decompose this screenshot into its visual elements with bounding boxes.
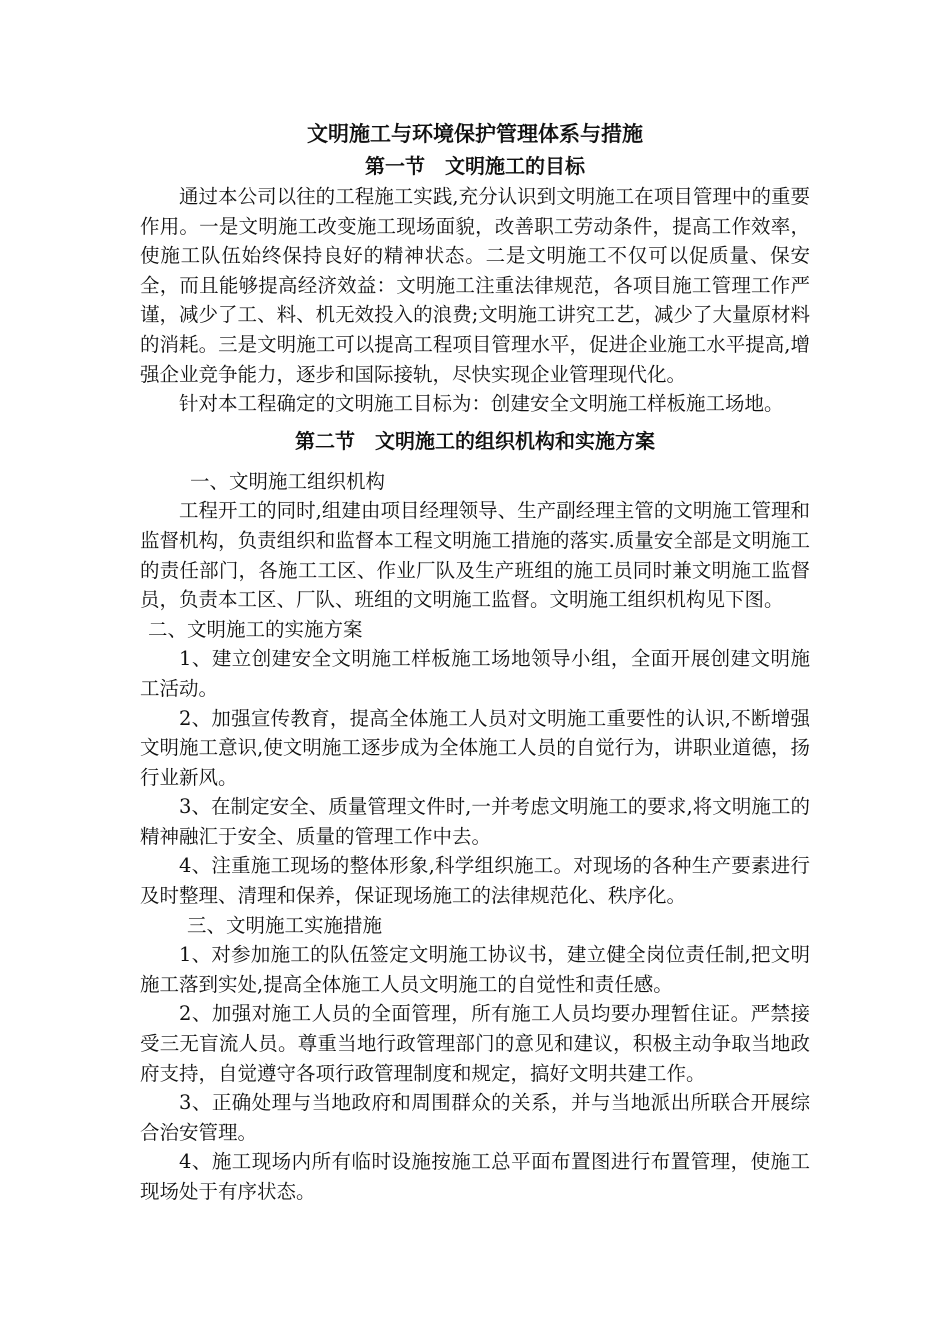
section-1-paragraph-1: 通过本公司以往的工程施工实践,充分认识到文明施工在项目管理中的重要作用。一是文明施工改变施工现场面貌，改善职工劳动条件，提高工作效率，使施工队伍始终保持良好的精神状态。二是文明施工不仅可以促质量、保安全，而且能够提高经济效益：文明施工注重法律规范，各项目施工管理工作严谨，减少了工、料、机无效投入的浪费;文明施工讲究工艺，减少了大量原材料的消耗。三是文明施工可以提高工程项目管理水平，促进企业施工水平提高,增强企业竞争能力，逐步和国际接轨，尽快实现企业管理现代化。	[140, 185, 810, 386]
document-title: 文明施工与环境保护管理体系与措施	[307, 121, 643, 146]
subsection-1-heading: 一、文明施工组织机构	[190, 469, 386, 493]
subsection-3-paragraph-2: 2、加强对施工人员的全面管理，所有施工人员均要办理暂住证。严禁接受三无盲流人员。尊重当地行政管理部门的意见和建议，积极主动争取当地政府支持，自觉遵守各项行政管理制度和规定，搞好文明共建工作。	[140, 1002, 810, 1085]
subsection-2-paragraph-4: 4、注重施工现场的整体形象,科学组织施工。对现场的各种生产要素进行及时整理、清理和保养，保证现场施工的法律规范化、秩序化。	[140, 854, 810, 908]
subsection-1-paragraph-1: 工程开工的同时,组建由项目经理领导、生产副经理主管的文明施工管理和监督机构，负责组织和监督本工程文明施工措施的落实.质量安全部是文明施工的责任部门，各施工工区、作业厂队及生产班组的施工员同时兼文明施工监督员，负责本工区、厂队、班组的文明施工监督。文明施工组织机构见下图。	[140, 499, 810, 612]
subsection-3-paragraph-1: 1、对参加施工的队伍签定文明施工协议书，建立健全岗位责任制,把文明施工落到实处,提高全体施工人员文明施工的自觉性和责任感。	[140, 943, 810, 996]
subsection-2-paragraph-1: 1、建立创建安全文明施工样板施工场地领导小组，全面开展创建文明施工活动。	[140, 647, 810, 700]
document-page	[140, 118, 810, 1207]
subsection-2-paragraph-2: 2、加强宣传教育，提高全体施工人员对文明施工重要性的认识,不断增强文明施工意识,使文明施工逐步成为全体施工人员的自觉行为，讲职业道德，扬行业新风。	[140, 706, 810, 789]
subsection-3-paragraph-4: 4、施工现场内所有临时设施按施工总平面布置图进行布置管理，使施工现场处于有序状态。	[140, 1150, 810, 1203]
subsection-3-heading: 三、文明施工实施措施	[187, 913, 383, 937]
section-1-heading: 第一节 文明施工的目标	[365, 154, 585, 178]
subsection-3-paragraph-3: 3、正确处理与当地政府和周围群众的关系，并与当地派出所联合开展综合治安管理。	[140, 1091, 810, 1144]
section-1-paragraph-2: 针对本工程确定的文明施工目标为：创建安全文明施工样板施工场地。	[179, 392, 784, 416]
subsection-2-heading: 二、文明施工的实施方案	[148, 617, 363, 641]
section-2-heading: 第二节 文明施工的组织机构和实施方案	[295, 428, 655, 453]
subsection-2-paragraph-3: 3、在制定安全、质量管理文件时,一并考虑文明施工的要求,将文明施工的精神融汇于安全、质量的管理工作中去。	[140, 795, 810, 848]
